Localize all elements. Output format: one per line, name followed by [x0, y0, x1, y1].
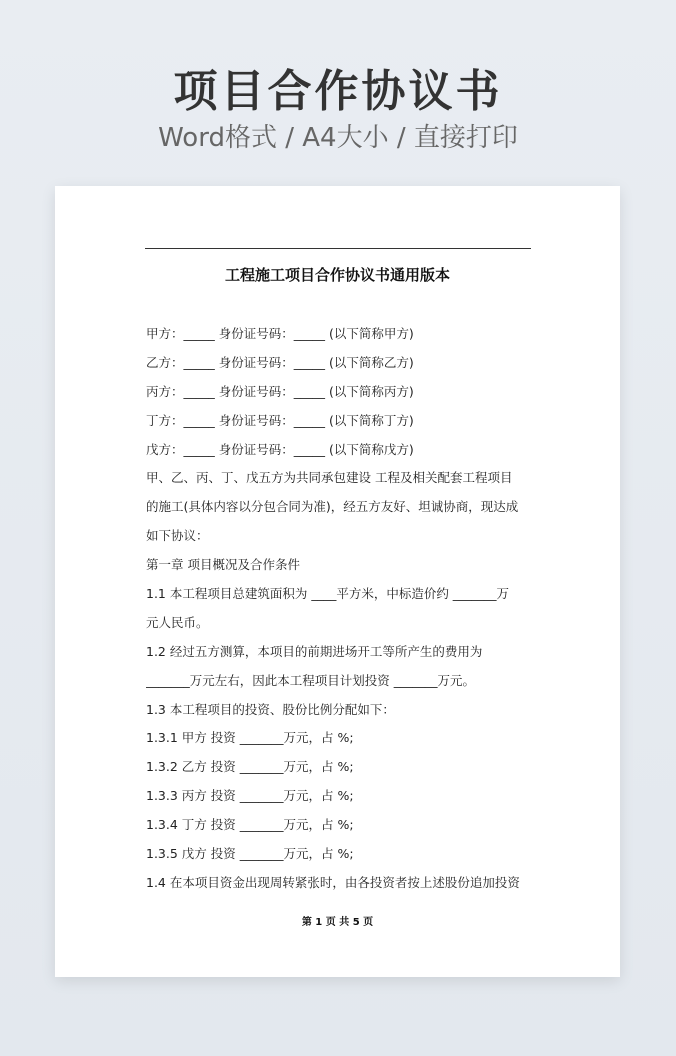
party-a-line: 甲方：_____ 身份证号码：_____ (以下简称甲方): [146, 326, 414, 341]
hero-subtitle: Word格式 / A4大小 / 直接打印: [158, 123, 518, 153]
investment-line: 1.3.2 乙方 投资 _______万元，占 %;: [146, 759, 354, 775]
investment-line: 1.3.1 甲方 投资 _______万元，占 %;: [146, 730, 354, 746]
clause-line: 1.4 在本项目资金出现周转紧张时，由各投资者按上述股份追加投资: [146, 874, 520, 890]
paragraph-line: 如下协议：: [146, 528, 209, 544]
document-body: [146, 320, 536, 898]
party-c-line: 丙方：_____ 身份证号码：_____ (以下简称丙方): [146, 383, 414, 399]
paragraph-line: 的施工(具体内容以分包合同为准)，经五方友好、坦诚协商，现达成: [146, 499, 519, 515]
investment-line: 1.3.4 丁方 投资 _______万元，占 %;: [146, 817, 354, 833]
clause-line: 1.1 本工程项目总建筑面积为 ____平方米，中标造价约 _______万: [146, 586, 510, 602]
clause-line: 1.3 本工程项目的投资、股份比例分配如下：: [146, 701, 395, 717]
clause-line: 1.2 经过五方测算，本项目的前期进场开工等所产生的费用为: [146, 643, 483, 659]
paragraph-line: 甲、乙、丙、丁、戊五方为共同承包建设 工程及相关配套工程项目: [146, 470, 513, 486]
party-d-line: 丁方：_____ 身份证号码：_____ (以下简称丁方): [146, 412, 414, 428]
header-rule: [145, 248, 531, 249]
party-e-line: 戊方：_____ 身份证号码：_____ (以下简称戊方): [146, 441, 414, 457]
clause-line: 元人民币。: [146, 614, 209, 630]
hero-title: 项目合作协议书: [173, 66, 503, 117]
document-title: 工程施工项目合作协议书通用版本: [224, 266, 450, 284]
clause-line: _______万元左右，因此本工程项目计划投资 _______万元。: [146, 672, 475, 688]
investment-line: 1.3.5 戊方 投资 _______万元，占 %;: [146, 846, 354, 862]
investment-line: 1.3.3 丙方 投资 _______万元，占 %;: [146, 788, 354, 804]
page-footer: 第 1 页 共 5 页: [301, 917, 374, 928]
party-b-line: 乙方：_____ 身份证号码：_____ (以下简称乙方): [146, 354, 414, 370]
chapter-heading: 第一章 项目概况及合作条件: [146, 557, 300, 573]
document-page: [55, 186, 620, 977]
